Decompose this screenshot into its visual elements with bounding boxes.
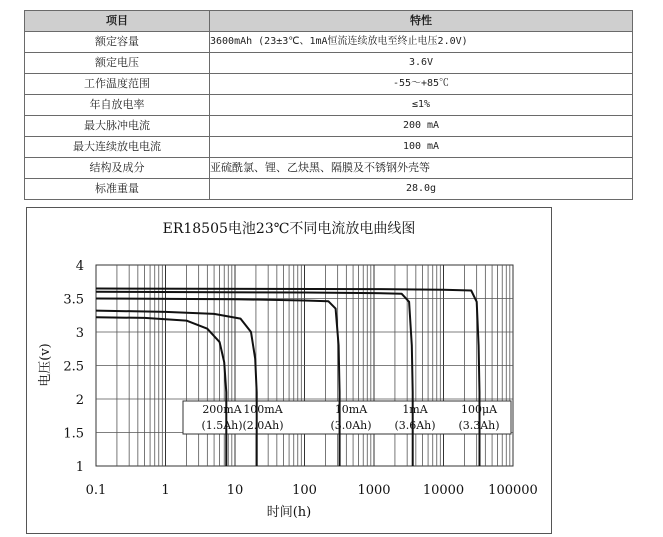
y-tick-label: 1 — [75, 460, 84, 475]
spec-table — [24, 10, 633, 200]
x-axis-label: 时间(h) — [266, 505, 312, 520]
series-capacity-label: (3.6Ah) — [394, 419, 436, 432]
series-capacity-label: (3.0Ah) — [330, 419, 372, 432]
x-tick-label: 1 — [161, 483, 170, 498]
x-tick-label: 10 — [226, 483, 244, 498]
x-tick-label: 100000 — [488, 483, 538, 498]
table-row — [25, 158, 633, 179]
header-item: 项目 — [25, 11, 210, 32]
table-row — [25, 74, 633, 95]
row-value: 亚硫酰氯、锂、乙炔黑、隔膜及不锈钢外壳等 — [210, 158, 633, 179]
series-label: 200mA — [202, 403, 242, 416]
row-value: -55～+85℃ — [210, 74, 633, 95]
table-row — [25, 53, 633, 74]
series-label: 1mA — [402, 403, 428, 416]
y-tick-label: 4 — [75, 259, 84, 274]
row-label: 年自放电率 — [25, 95, 210, 116]
row-label: 额定电压 — [25, 53, 210, 74]
series-capacity-label: (2.0Ah) — [242, 419, 284, 432]
table-header-row — [25, 11, 633, 32]
row-value: 28.0g — [210, 179, 633, 200]
series-label: 10mA — [334, 403, 368, 416]
table-row — [25, 95, 633, 116]
table-row — [25, 137, 633, 158]
row-label: 工作温度范围 — [25, 74, 210, 95]
y-tick-label: 3.5 — [63, 292, 84, 308]
series-label: 100μA — [460, 403, 498, 416]
row-label: 额定容量 — [25, 32, 210, 53]
row-value: 3.6V — [210, 53, 633, 74]
y-axis-label: 电压(v) — [38, 343, 53, 387]
row-value: 200 mA — [210, 116, 633, 137]
row-label: 标准重量 — [25, 179, 210, 200]
row-label: 最大脉冲电流 — [25, 116, 210, 137]
table-row — [25, 179, 633, 200]
series-label: 100mA — [243, 403, 283, 416]
x-tick-label: 0.1 — [85, 483, 107, 498]
x-tick-label: 100 — [292, 483, 317, 498]
row-value: 100 mA — [210, 137, 633, 158]
chart-canvas — [27, 208, 551, 533]
x-tick-label: 10000 — [422, 483, 465, 498]
y-tick-label: 2 — [75, 393, 84, 408]
y-tick-label: 2.5 — [63, 359, 84, 375]
series-capacity-label: (1.5Ah) — [201, 419, 243, 432]
y-tick-label: 1.5 — [63, 426, 84, 442]
row-label: 最大连续放电电流 — [25, 137, 210, 158]
row-value: ≤1% — [210, 95, 633, 116]
discharge-chart — [26, 207, 552, 534]
chart-title: ER18505电池23℃不同电流放电曲线图 — [162, 221, 416, 237]
row-value: 3600mAh (23±3℃、1mA恒流连续放电至终止电压2.0V) — [210, 32, 633, 53]
table-row — [25, 32, 633, 53]
header-characteristic: 特性 — [210, 11, 633, 32]
row-label: 结构及成分 — [25, 158, 210, 179]
y-tick-label: 3 — [75, 326, 84, 341]
series-capacity-label: (3.3Ah) — [458, 419, 500, 432]
x-tick-label: 1000 — [357, 483, 391, 498]
table-row — [25, 116, 633, 137]
